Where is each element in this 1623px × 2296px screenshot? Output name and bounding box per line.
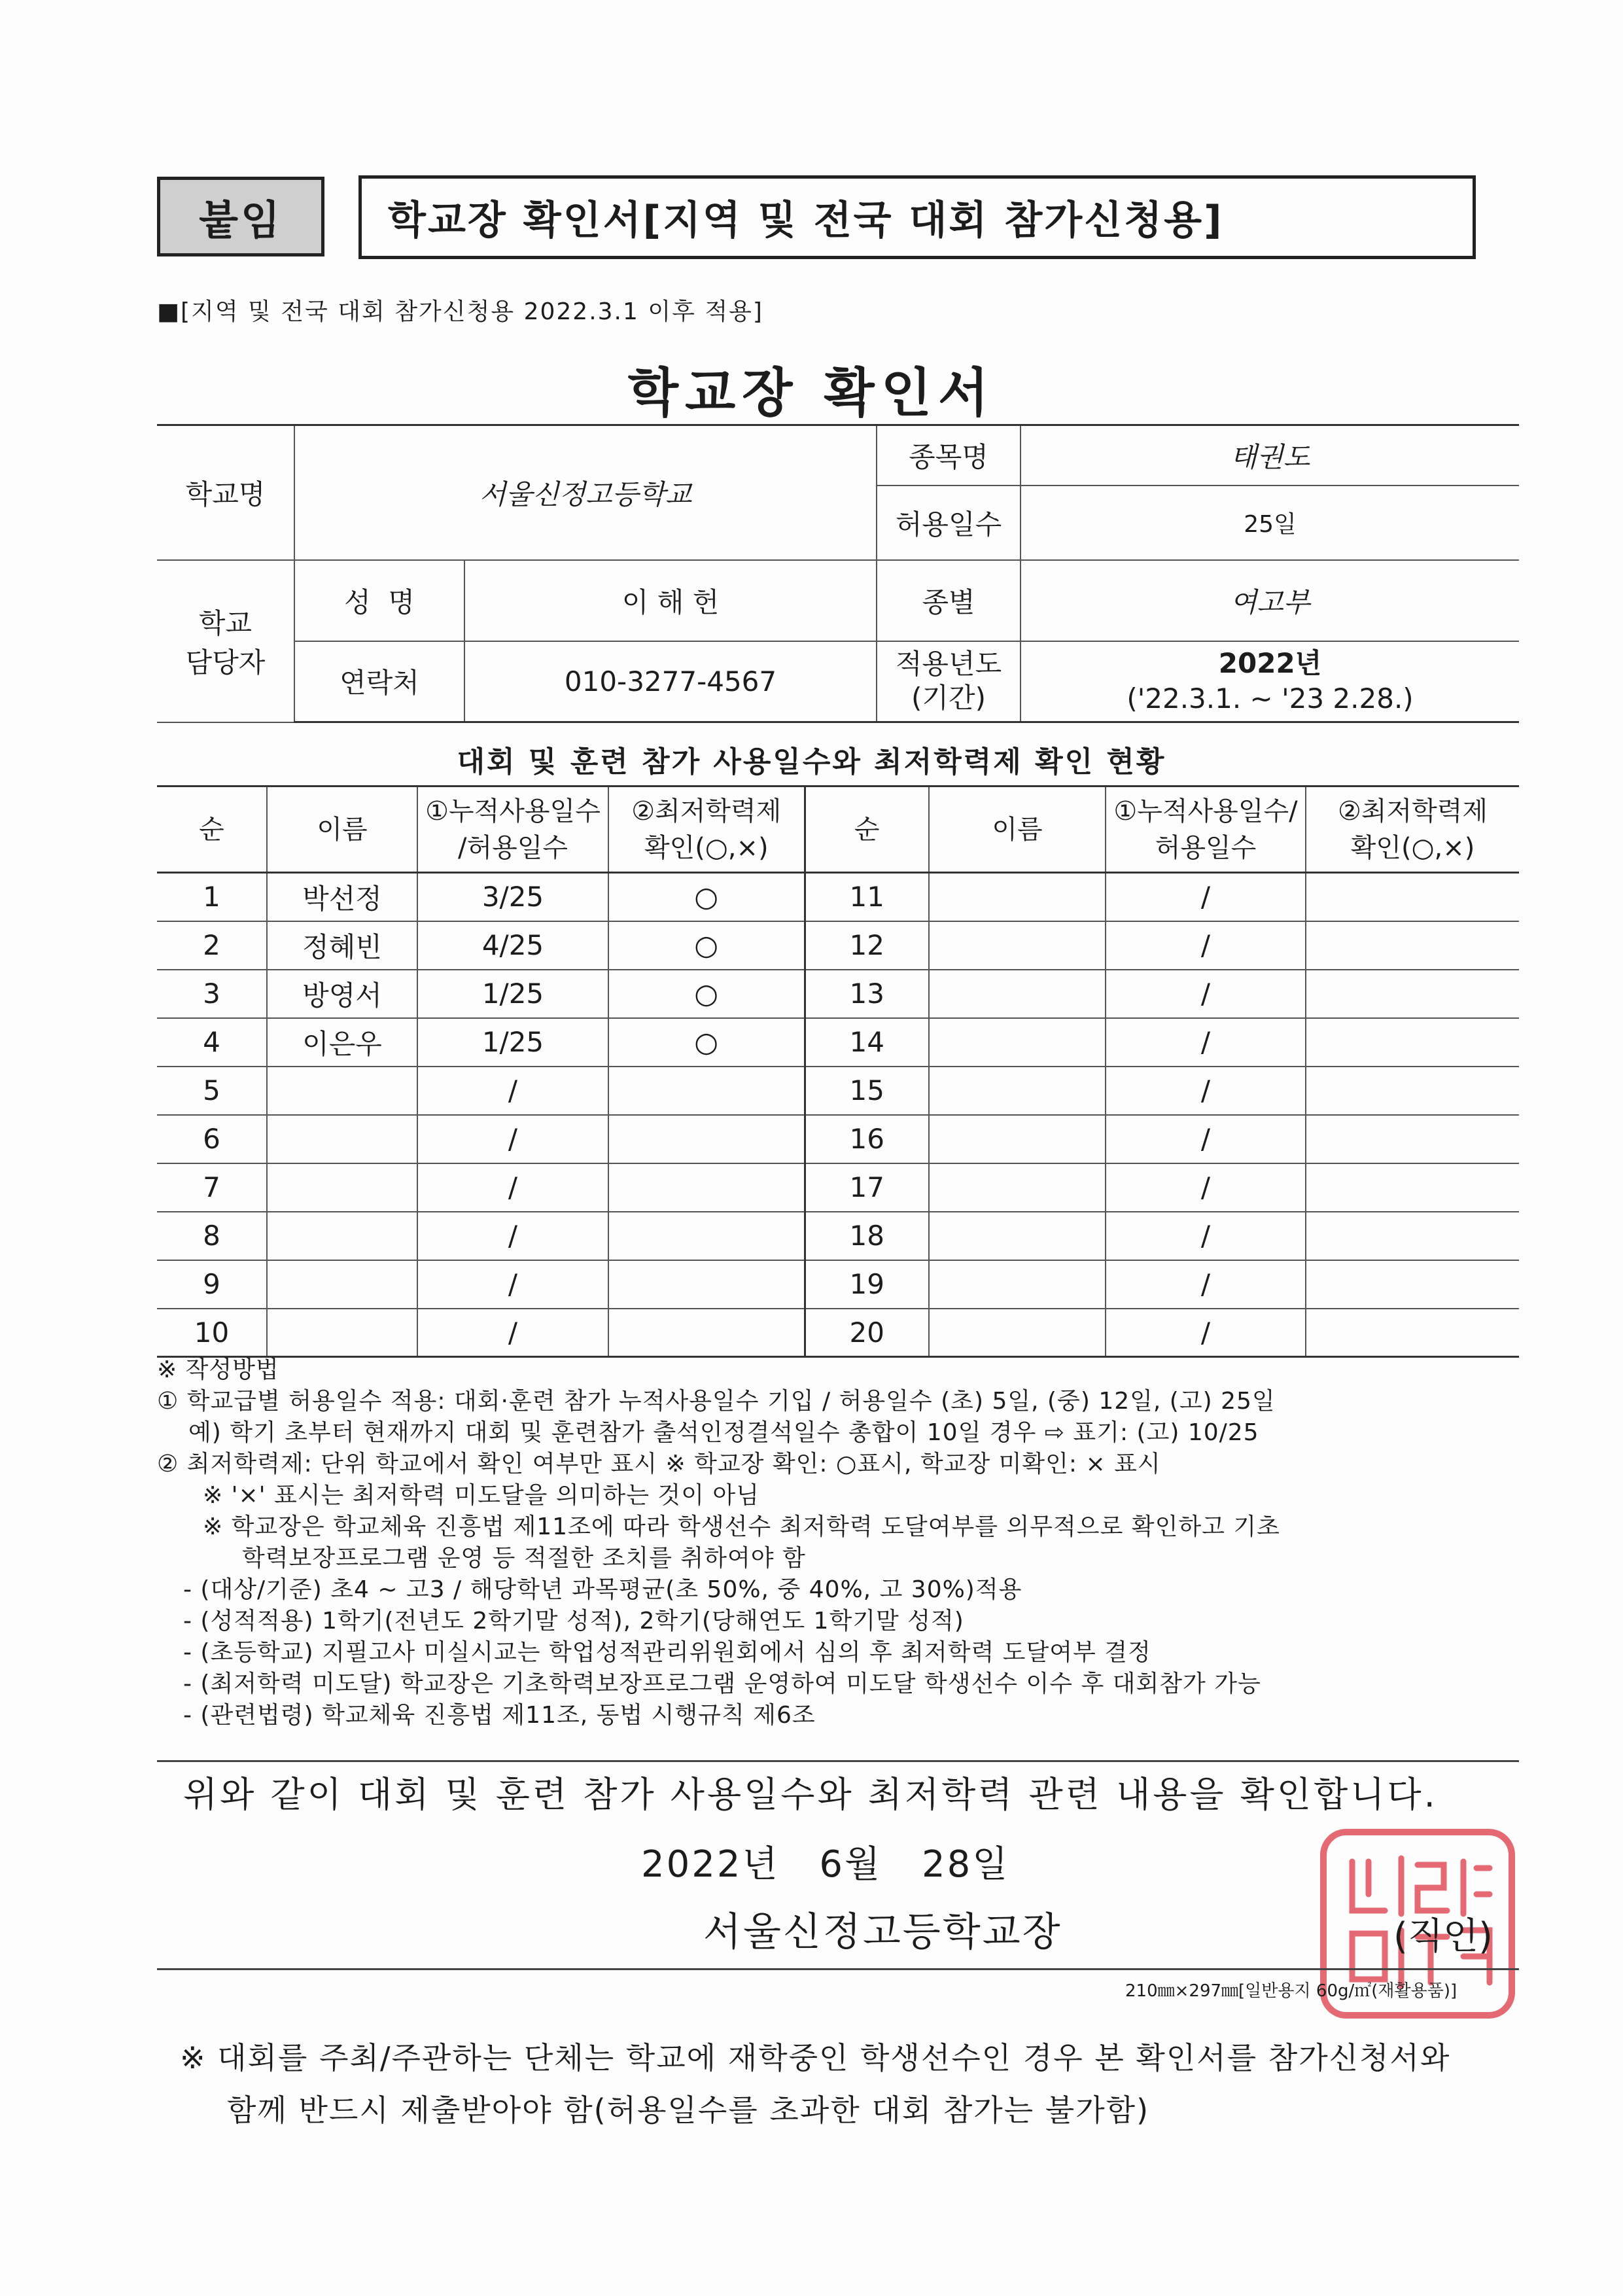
cell-right-name xyxy=(929,873,1106,921)
note-2: ② 최저학력제: 단위 학교에서 확인 여부만 표시 ※ 학교장 확인: ○표시, 학교장 미확인: × 표시 xyxy=(157,1451,1161,1477)
cell-right-days: / xyxy=(1106,1018,1306,1067)
cell-left-name: 박선정 xyxy=(267,873,417,921)
cell-right-check xyxy=(1306,1115,1519,1163)
cell-right-check xyxy=(1306,1018,1519,1067)
cell-right-check xyxy=(1306,873,1519,921)
year-value-cell xyxy=(1021,641,1519,722)
cell-left-no: 5 xyxy=(157,1067,267,1115)
cell-left-name: 방영서 xyxy=(267,970,417,1018)
divider-bottom xyxy=(157,1968,1519,1970)
header-days-right-2: 허용일수 xyxy=(1155,832,1257,863)
cell-right-check xyxy=(1306,1260,1519,1309)
phone-label: 연락처 xyxy=(294,641,464,722)
cell-left-check: ○ xyxy=(608,1018,805,1067)
cell-right-days: / xyxy=(1106,1260,1306,1309)
confirmation-text: 위와 같이 대회 및 훈련 참가 사용일수와 최저학력 관련 내용을 확인합니다. xyxy=(183,1774,1438,1815)
cell-right-name xyxy=(929,1018,1106,1067)
name-value: 이 해 헌 xyxy=(464,560,877,641)
writing-notes xyxy=(157,1354,1531,1731)
table-row xyxy=(157,1309,1519,1357)
cell-right-days: / xyxy=(1106,1212,1306,1260)
cell-left-check xyxy=(608,1309,805,1357)
cell-left-check xyxy=(608,1115,805,1163)
table-row xyxy=(157,873,1519,921)
cell-left-check: ○ xyxy=(608,873,805,921)
cell-right-check xyxy=(1306,921,1519,970)
cell-right-days: / xyxy=(1106,1163,1306,1212)
cell-right-days: / xyxy=(1106,873,1306,921)
header-check xyxy=(608,786,805,873)
cell-right-name xyxy=(929,1309,1106,1357)
allowed-days-label: 허용일수 xyxy=(877,486,1021,560)
cell-left-days: 4/25 xyxy=(417,921,608,970)
divider-top xyxy=(157,1760,1519,1762)
cell-left-name xyxy=(267,1115,417,1163)
cell-right-no: 17 xyxy=(805,1163,929,1212)
phone-value: 010-3277-4567 xyxy=(464,641,877,722)
school-value: 서울신정고등학교 xyxy=(294,425,877,560)
cell-right-name xyxy=(929,1115,1106,1163)
cell-left-no: 7 xyxy=(157,1163,267,1212)
info-table xyxy=(157,424,1519,723)
cell-left-no: 2 xyxy=(157,921,267,970)
cell-left-check xyxy=(608,1067,805,1115)
cell-right-no: 14 xyxy=(805,1018,929,1067)
cell-left-days: / xyxy=(417,1212,608,1260)
note-bullet-3: - (초등학교) 지필고사 미실시교는 학업성적관리위원회에서 심의 후 최저학력 도달여부 결정 xyxy=(183,1639,1151,1666)
cell-left-days: 3/25 xyxy=(417,873,608,921)
attachment-badge: 붙임 xyxy=(157,177,324,256)
cell-right-days: / xyxy=(1106,921,1306,970)
cell-right-no: 19 xyxy=(805,1260,929,1309)
cell-right-name xyxy=(929,921,1106,970)
document-title: 학교장 확인서 xyxy=(627,362,996,423)
year-value: 2022년 xyxy=(1218,647,1322,680)
cell-left-check xyxy=(608,1212,805,1260)
table-row xyxy=(157,1163,1519,1212)
cell-right-no: 15 xyxy=(805,1067,929,1115)
header-days-right-1: ①누적사용일수/ xyxy=(1113,796,1298,826)
cell-right-no: 20 xyxy=(805,1309,929,1357)
table-row xyxy=(157,1018,1519,1067)
cell-left-no: 3 xyxy=(157,970,267,1018)
header-days-2: /허용일수 xyxy=(457,832,568,863)
cell-right-days: / xyxy=(1106,970,1306,1018)
sport-value: 태권도 xyxy=(1021,425,1519,486)
header-name: 이름 xyxy=(267,786,417,873)
header-check-right-2: 확인(○,×) xyxy=(1350,832,1475,863)
cell-left-days: / xyxy=(417,1115,608,1163)
cell-right-days: / xyxy=(1106,1115,1306,1163)
note-bullet-5: - (관련법령) 학교체육 진흥법 제11조, 동법 시행규칙 제6조 xyxy=(183,1702,816,1729)
cell-left-check xyxy=(608,1260,805,1309)
cell-left-days: 1/25 xyxy=(417,970,608,1018)
cell-right-days: / xyxy=(1106,1309,1306,1357)
cell-left-check: ○ xyxy=(608,921,805,970)
cell-left-name: 이은우 xyxy=(267,1018,417,1067)
cell-left-days: 1/25 xyxy=(417,1018,608,1067)
cell-right-check xyxy=(1306,1067,1519,1115)
cell-right-no: 18 xyxy=(805,1212,929,1260)
header-title: 학교장 확인서[지역 및 전국 대회 참가신청용] xyxy=(358,175,1476,259)
principal-name: 서울신정고등학교장 xyxy=(703,1909,1062,1955)
cell-left-name xyxy=(267,1260,417,1309)
cell-left-name xyxy=(267,1309,417,1357)
header-days-right xyxy=(1106,786,1306,873)
cell-left-check xyxy=(608,1163,805,1212)
cell-right-name xyxy=(929,1212,1106,1260)
cell-left-days: / xyxy=(417,1067,608,1115)
header-days xyxy=(417,786,608,873)
table-row xyxy=(157,1115,1519,1163)
sub-heading: ■[지역 및 전국 대회 참가신청용 2022.3.1 이후 적용] xyxy=(157,298,763,325)
cell-right-check xyxy=(1306,1309,1519,1357)
header-check-1: ②최저학력제 xyxy=(631,796,782,826)
school-label: 학교명 xyxy=(157,425,294,560)
table-title: 대회 및 훈련 참가 사용일수와 최저학력제 확인 현황 xyxy=(457,745,1166,779)
cell-right-name xyxy=(929,1067,1106,1115)
note-2-sub-1: ※ '×' 표시는 최저학력 미도달을 의미하는 것이 아님 xyxy=(203,1482,759,1509)
note-1: ① 학교급별 허용일수 적용: 대회·훈련 참가 누적사용일수 기입 / 허용일수 (초) 5일, (중) 12일, (고) 25일 xyxy=(157,1388,1276,1415)
cell-left-name xyxy=(267,1212,417,1260)
cell-left-no: 9 xyxy=(157,1260,267,1309)
status-table xyxy=(157,785,1519,1358)
contact-group-label-1: 학교 xyxy=(198,607,253,639)
cell-right-name xyxy=(929,1260,1106,1309)
paper-spec: 210㎜×297㎜[일반용지 60g/㎡(재활용품)] xyxy=(1125,1981,1457,2001)
cell-left-name xyxy=(267,1067,417,1115)
cell-right-no: 13 xyxy=(805,970,929,1018)
seal-label: (직인) xyxy=(1393,1915,1493,1958)
cell-left-no: 1 xyxy=(157,873,267,921)
cell-right-no: 16 xyxy=(805,1115,929,1163)
category-value: 여고부 xyxy=(1021,560,1519,641)
cell-left-name xyxy=(267,1163,417,1212)
cell-right-name xyxy=(929,1163,1106,1212)
notes-heading: ※ 작성방법 xyxy=(157,1356,279,1383)
cell-left-no: 8 xyxy=(157,1212,267,1260)
note-2-sub-2-cont: 학력보장프로그램 운영 등 적절한 조치를 취하여야 함 xyxy=(242,1545,806,1572)
cell-right-check xyxy=(1306,970,1519,1018)
header-name-right: 이름 xyxy=(929,786,1106,873)
note-bullet-4: - (최저학력 미도달) 학교장은 기초학력보장프로그램 운영하여 미도달 학생선수 이수 후 대회참가 가능 xyxy=(183,1670,1261,1697)
header-check-right-1: ②최저학력제 xyxy=(1337,796,1488,826)
year-label-1: 적용년도 xyxy=(895,648,1002,680)
cell-left-no: 6 xyxy=(157,1115,267,1163)
contact-group-label-2: 담당자 xyxy=(185,646,266,679)
note-bullet-1: - (대상/기준) 초4 ~ 고3 / 해당학년 과목평균(초 50%, 중 40%, 고 30%)적용 xyxy=(183,1576,1022,1603)
category-label: 종별 xyxy=(877,560,1021,641)
cell-left-name: 정혜빈 xyxy=(267,921,417,970)
cell-right-name xyxy=(929,970,1106,1018)
name-label: 성 명 xyxy=(294,560,464,641)
note-2-sub-2: ※ 학교장은 학교체육 진흥법 제11조에 따라 학생선수 최저학력 도달여부를 의무적으로 확인하고 기초 xyxy=(203,1513,1280,1540)
cell-left-no: 10 xyxy=(157,1309,267,1357)
header-check-right xyxy=(1306,786,1519,873)
table-row xyxy=(157,1260,1519,1309)
table-header-row xyxy=(157,786,1519,873)
cell-right-no: 11 xyxy=(805,873,929,921)
cell-right-days: / xyxy=(1106,1067,1306,1115)
header-no-right: 순 xyxy=(805,786,929,873)
table-row xyxy=(157,970,1519,1018)
note-bullet-2: - (성적적용) 1학기(전년도 2학기말 성적), 2학기(당해연도 1학기말 성적) xyxy=(183,1608,964,1634)
year-label-2: (기간) xyxy=(911,682,986,715)
header-days-1: ①누적사용일수 xyxy=(425,796,601,826)
issue-date: 2022년 6월 28일 xyxy=(641,1843,1010,1886)
cell-left-no: 4 xyxy=(157,1018,267,1067)
submission-note-line-2: 함께 반드시 제출받아야 함(허용일수를 초과한 대회 참가는 불가함) xyxy=(227,2093,1150,2128)
cell-left-check: ○ xyxy=(608,970,805,1018)
note-1-example: 예) 학기 초부터 현재까지 대회 및 훈련참가 출석인정결석일수 총합이 10일 경우 ⇨ 표기: (고) 10/25 xyxy=(188,1419,1259,1446)
allowed-days-value: 25일 xyxy=(1021,486,1519,560)
cell-right-check xyxy=(1306,1212,1519,1260)
table-row xyxy=(157,1212,1519,1260)
year-label xyxy=(877,641,1021,722)
submission-note xyxy=(180,2032,1521,2136)
period-value: ('22.3.1. ~ '23 2.28.) xyxy=(1126,682,1414,715)
table-row xyxy=(157,921,1519,970)
submission-note-line-1: ※ 대회를 주최/주관하는 단체는 학교에 재학중인 학생선수인 경우 본 확인서를 참가신청서와 xyxy=(180,2040,1451,2075)
header-no: 순 xyxy=(157,786,267,873)
cell-right-no: 12 xyxy=(805,921,929,970)
cell-left-days: / xyxy=(417,1309,608,1357)
header-check-2: 확인(○,×) xyxy=(644,832,769,863)
sport-label: 종목명 xyxy=(877,425,1021,486)
cell-left-days: / xyxy=(417,1260,608,1309)
table-row xyxy=(157,1067,1519,1115)
cell-left-days: / xyxy=(417,1163,608,1212)
cell-right-check xyxy=(1306,1163,1519,1212)
contact-group-label xyxy=(157,560,294,722)
